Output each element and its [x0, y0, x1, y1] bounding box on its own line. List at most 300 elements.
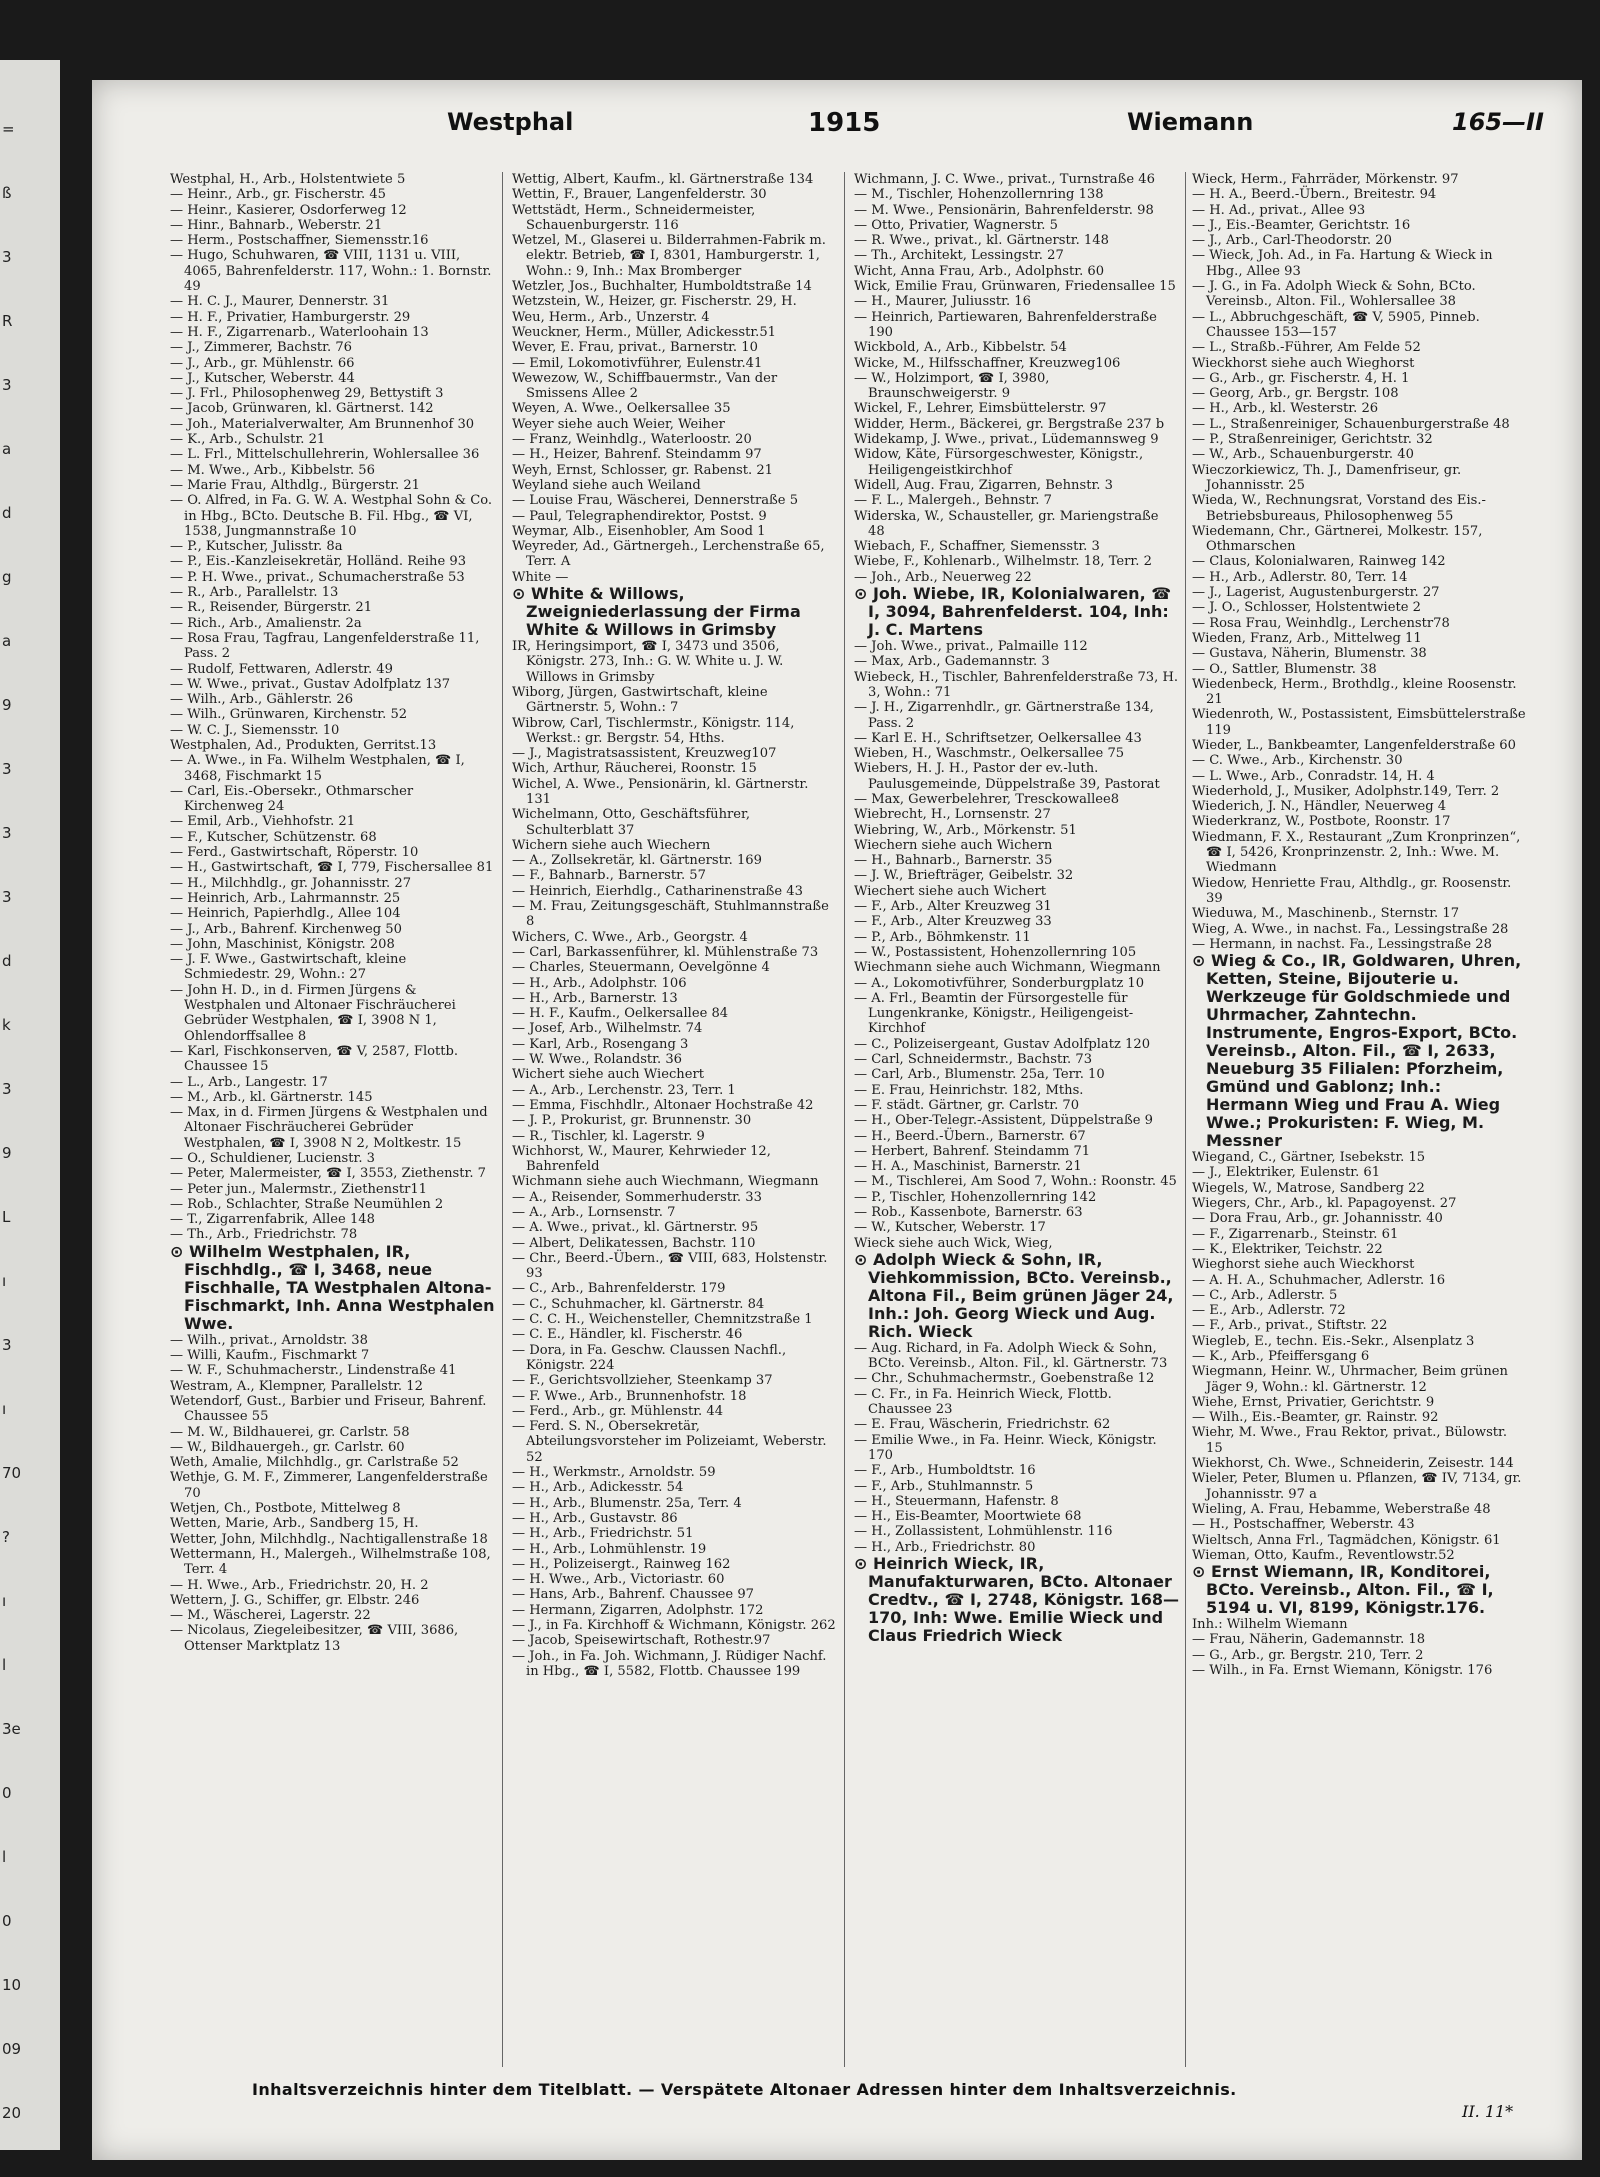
adjacent-page-fragment: ı [2, 1272, 7, 1290]
directory-entry: Weyh, Ernst, Schlosser, gr. Rabenst. 21 [512, 462, 774, 478]
column-divider [1185, 172, 1186, 2067]
directory-entry: — Wilh., in Fa. Ernst Wiemann, Königstr. 176 [1192, 1663, 1493, 1679]
directory-entry: — M., Tischler, Hohenzollernring 138 [854, 187, 1104, 203]
directory-entry: Wichert siehe auch Wiechert [512, 1067, 704, 1083]
directory-entry: — W. C. J., Siemensstr. 10 [170, 722, 340, 738]
directory-entry: — Nicolaus, Ziegeleibesitzer, ☎ VIII, 3686, Ottenser Marktplatz 13 [170, 1623, 459, 1654]
directory-entry: — H. C. J., Maurer, Dennerstr. 31 [170, 294, 390, 310]
directory-entry: — Charles, Steuermann, Oevelgönne 4 [512, 960, 770, 976]
directory-entry: — C., Arb., Adlerstr. 5 [1192, 1287, 1338, 1303]
directory-entry: — F. L., Malergeh., Behnstr. 7 [854, 493, 1052, 509]
directory-entry: — H., Postschaffner, Weberstr. 43 [1192, 1517, 1415, 1533]
directory-entry: ⊙ Wieg & Co., IR, Goldwaren, Uhren, Ketten, Steine, Bijouterie u. Werkzeuge für Goldschmiede und Uhrmacher, Zahntechn. Instrumente, Engros-Export, BCto. Vereinsb., Alton. Fil., ☎ I, 2633, Neueburg 35 Filialen: Pforzheim, Gmünd und Gablonz; Inh.: Hermann Wieg und Frau A. Wieg Wwe.; Prokuristen: F. Wieg, M. Messner [1192, 951, 1522, 1151]
directory-entry: White — [512, 569, 569, 585]
directory-entry: — Th., Architekt, Lessingstr. 27 [854, 248, 1064, 264]
directory-entry: — L., Straßenreiniger, Schauenburgerstraße 48 [1192, 416, 1510, 432]
directory-entry: Wewezow, W., Schiffbauermstr., Van der Smissens Allee 2 [512, 370, 778, 402]
directory-entry: Wetten, Marie, Arb., Sandberg 15, H. [170, 1516, 419, 1532]
directory-entry: Wibrow, Carl, Tischlermstr., Königstr. 114, Werkst.: gr. Bergstr. 54, Hths. [512, 715, 795, 746]
page-number: 165—II [1452, 108, 1544, 136]
adjacent-page-fragment: 70 [2, 1464, 22, 1482]
directory-entry: Wiegels, W., Matrose, Sandberg 22 [1192, 1180, 1425, 1196]
directory-entry: — H. F., Kaufm., Oelkersallee 84 [512, 1006, 729, 1022]
directory-entry: — H., Steuermann, Hafenstr. 8 [854, 1493, 1059, 1509]
directory-entry: Wiedow, Henriette Frau, Althdlg., gr. Roosenstr. 39 [1192, 875, 1512, 906]
directory-entry: — K., Arb., Schulstr. 21 [170, 432, 326, 448]
directory-entry: Wetzel, M., Glaserei u. Bilderrahmen-Fabrik m. elektr. Betrieb, ☎ I, 8301, Hamburgerstr. 1, Wohn.: 9, Inh.: Max Bromberger [512, 233, 826, 279]
directory-entry: — Ferd., Gastwirtschaft, Röperstr. 10 [170, 845, 419, 861]
directory-entry: Wieben, H., Waschmstr., Oelkersallee 75 [854, 746, 1125, 762]
adjacent-page-fragment: R [2, 312, 13, 330]
directory-entry: — A. H. A., Schuhmacher, Adlerstr. 16 [1192, 1272, 1446, 1288]
directory-entry: — P., Straßenreiniger, Gerichtstr. 32 [1192, 432, 1433, 448]
footer-notice: Inhaltsverzeichnis hinter dem Titelblatt. — Verspätete Altonaer Adressen hinter dem Inhaltsverzeichnis. [252, 2080, 1237, 2099]
directory-entry: — F., Arb., Stuhlmannstr. 5 [854, 1478, 1034, 1494]
directory-entry: Wiechern siehe auch Wichern [854, 837, 1053, 853]
directory-entry: — Dora, in Fa. Geschw. Claussen Nachfl., Königstr. 224 [512, 1342, 787, 1373]
directory-entry: — J. H., Zigarrenhdlr., gr. Gärtnerstraße 134, Pass. 2 [854, 700, 1154, 731]
directory-entry: — Hinr., Bahnarb., Weberstr. 21 [170, 217, 383, 233]
directory-entry: Wieck, Herm., Fahrräder, Mörkenstr. 97 [1192, 172, 1459, 187]
directory-entry: Wiederkranz, W., Postbote, Roonstr. 17 [1192, 814, 1451, 830]
directory-entry: Wick, Emilie Frau, Grünwaren, Friedensallee 15 [854, 279, 1176, 295]
directory-entry: — J. O., Schlosser, Holstentwiete 2 [1192, 600, 1421, 616]
adjacent-page-fragment: L [2, 1208, 11, 1226]
directory-entry: — H., Ober-Telegr.-Assistent, Düppelstraße 9 [854, 1113, 1153, 1129]
directory-entry: Wetzstein, W., Heizer, gr. Fischerstr. 29, H. [512, 294, 797, 310]
directory-entry: Wiechert siehe auch Wichert [854, 883, 1046, 899]
directory-entry: — Emil, Arb., Viehhofstr. 21 [170, 814, 356, 830]
adjacent-page-fragment: d [2, 952, 12, 970]
directory-entry: — Georg, Arb., gr. Bergstr. 108 [1192, 386, 1399, 402]
directory-entry: — H., Arb., Lohmühlenstr. 19 [512, 1541, 707, 1557]
directory-entry: — H., Arb., Friedrichstr. 80 [854, 1539, 1036, 1555]
directory-entry: — John, Maschinist, Königstr. 208 [170, 936, 395, 952]
page-signature: II. 11* [1462, 2102, 1514, 2121]
directory-entry: Weyer siehe auch Weier, Weiher [512, 416, 725, 432]
directory-entry: — C., Schuhmacher, kl. Gärtnerstr. 84 [512, 1296, 765, 1312]
directory-entry: — F., Kutscher, Schützenstr. 68 [170, 829, 377, 845]
directory-entry: — M., Wäscherei, Lagerstr. 22 [170, 1608, 371, 1624]
directory-entry: — H., Werkmstr., Arnoldstr. 59 [512, 1465, 716, 1481]
directory-entry: Wiederich, J. N., Händler, Neuerweg 4 [1192, 799, 1447, 815]
directory-entry: — K., Arb., Pfeiffersgang 6 [1192, 1349, 1370, 1364]
directory-entry: Westram, A., Klempner, Parallelstr. 12 [170, 1378, 423, 1394]
directory-entry: Wetzler, Jos., Buchhalter, Humboldtstraße 14 [512, 279, 812, 295]
column-divider [502, 172, 503, 2067]
directory-entry: — Peter jun., Malermstr., Ziethenstr11 [170, 1181, 427, 1197]
directory-entry: — Heinrich, Partiewaren, Bahrenfelderstraße 190 [854, 309, 1157, 340]
directory-entry: — H., Heizer, Bahrenf. Steindamm 97 [512, 447, 762, 463]
directory-entry: Widow, Käte, Fürsorgeschwester, Königstr., Heiligengeistkirchhof [854, 447, 1144, 478]
directory-entry: — H., Arb., Adolphstr. 106 [512, 975, 687, 991]
directory-entry: — O. Alfred, in Fa. G. W. A. Westphal Sohn & Co. in Hbg., BCto. Deutsche B. Fil. Hbg., ☎ VI, 1538, Jungmannstraße 10 [170, 493, 493, 539]
directory-entry: Wieda, W., Rechnungsrat, Vorstand des Eis.-Betriebsbureaus, Philosophenweg 55 [1192, 493, 1486, 524]
directory-entry: — C. C. H., Weichensteller, Chemnitzstraße 1 [512, 1312, 813, 1328]
directory-entry: — Wieck, Joh. Ad., in Fa. Hartung & Wieck in Hbg., Allee 93 [1192, 248, 1493, 279]
directory-entry: Wiegleb, E., techn. Eis.-Sekr., Alsenplatz 3 [1192, 1333, 1475, 1349]
directory-entry: — Rosa Frau, Weinhdlg., Lerchenstr78 [1192, 615, 1450, 631]
adjacent-page-fragment: 20 [2, 2104, 22, 2122]
directory-entry: — C., Polizeisergeant, Gustav Adolfplatz 120 [854, 1036, 1151, 1052]
directory-entry: — J., Magistratsassistent, Kreuzweg107 [512, 746, 777, 762]
adjacent-page-fragment: 3 [2, 888, 12, 906]
directory-entry: — Carl, Schneidermstr., Bachstr. 73 [854, 1052, 1093, 1068]
directory-entry: Wettstädt, Herm., Schneidermeister, Schauenburgerstr. 116 [512, 202, 756, 233]
directory-entry: Wiehr, M. Wwe., Frau Rektor, privat., Bülowstr. 15 [1192, 1425, 1508, 1456]
directory-entry: — Louise Frau, Wäscherei, Dennerstraße 5 [512, 493, 799, 509]
directory-entry: — Joh., Arb., Neuerweg 22 [854, 569, 1032, 585]
directory-entry: — Carl, Arb., Blumenstr. 25a, Terr. 10 [854, 1067, 1105, 1083]
directory-entry: — Joh. Wwe., privat., Palmaille 112 [854, 639, 1088, 655]
directory-entry: — W. Wwe., Rolandstr. 36 [512, 1052, 682, 1068]
directory-entry: — Rosa Frau, Tagfrau, Langenfelderstraße 11, Pass. 2 [170, 630, 480, 662]
directory-entry: — H., Milchhdlg., gr. Johannisstr. 27 [170, 875, 412, 891]
adjacent-page-fragment: 3 [2, 376, 12, 394]
directory-entry: Wiederhold, J., Musiker, Adolphstr.149, Terr. 2 [1192, 783, 1500, 799]
directory-entry: — F., Arb., Alter Kreuzweg 31 [854, 899, 1052, 915]
directory-entry: Wiegers, Chr., Arb., kl. Papagoyenst. 27 [1192, 1196, 1457, 1212]
directory-entry: — Rob., Kassenbote, Barnerstr. 63 [854, 1205, 1083, 1220]
directory-entry: — C. E., Händler, kl. Fischerstr. 46 [512, 1327, 743, 1343]
directory-entry: — M. Wwe., Pensionärin, Bahrenfelderstr. 98 [854, 202, 1154, 218]
directory-entry: — H., Arb., Gustavstr. 86 [512, 1510, 678, 1526]
adjacent-page-fragment: 10 [2, 1976, 22, 1994]
directory-entry: — J. F. Wwe., Gastwirtschaft, kleine Schmiedestr. 29, Wohn.: 27 [170, 952, 407, 983]
directory-entry: — H., Eis-Beamter, Moortwiete 68 [854, 1509, 1082, 1525]
directory-entry: Wettin, F., Brauer, Langenfelderstr. 30 [512, 187, 767, 203]
directory-entry: — M., Arb., kl. Gärtnerstr. 145 [170, 1089, 373, 1105]
directory-entry: Inh.: Wilhelm Wiemann [1192, 1617, 1348, 1633]
directory-entry: ⊙ Heinrich Wieck, IR, Manufakturwaren, BCto. Altonaer Credtv., ☎ I, 2748, Königstr. 168—170, Inh: Wwe. Emilie Wieck und Claus Friedrich Wieck [854, 1554, 1179, 1646]
directory-entry: — Herbert, Bahrenf. Steindamm 71 [854, 1143, 1091, 1159]
directory-entry: — Aug. Richard, in Fa. Adolph Wieck & Sohn, BCto. Vereinsb., Alton. Fil., kl. Gärtnerstr. 73 [854, 1340, 1168, 1372]
directory-entry: Wichmann siehe auch Wiechmann, Wiegmann [512, 1174, 819, 1190]
directory-entry: — A., Arb., Lornsenstr. 7 [512, 1205, 676, 1220]
directory-entry: Wettern, J. G., Schiffer, gr. Elbstr. 246 [170, 1592, 420, 1608]
directory-entry: — Karl, Arb., Rosengang 3 [512, 1036, 689, 1052]
directory-entry: Wieder, L., Bankbeamter, Langenfelderstraße 60 [1192, 737, 1516, 753]
directory-entry: — Rich., Arb., Amalienstr. 2a [170, 615, 362, 631]
directory-entry: — L., Abbruchgeschäft, ☎ V, 5905, Pinneb. Chaussee 153—157 [1192, 309, 1480, 340]
directory-entry: — F., Gerichtsvollzieher, Steenkamp 37 [512, 1373, 773, 1389]
directory-entry: Wethje, G. M. F., Zimmerer, Langenfelderstraße 70 [170, 1470, 488, 1501]
directory-entry: — L., Arb., Langestr. 17 [170, 1074, 328, 1090]
directory-entry: Wiebrecht, H., Lornsenstr. 27 [854, 807, 1051, 823]
directory-entry: — Ferd., Arb., gr. Mühlenstr. 44 [512, 1403, 724, 1419]
directory-entry: Wieler, Peter, Blumen u. Pflanzen, ☎ IV, 7134, gr. Johannisstr. 97 a [1192, 1471, 1522, 1502]
directory-entry: Wiebring, W., Arb., Mörkenstr. 51 [854, 822, 1077, 838]
directory-entry: — Dora Frau, Arb., gr. Johannisstr. 40 [1192, 1211, 1443, 1227]
directory-entry: — C., Arb., Bahrenfelderstr. 179 [512, 1281, 726, 1297]
directory-entry: Wetjen, Ch., Postbote, Mittelweg 8 [170, 1501, 401, 1517]
directory-entry: Wichhorst, W., Maurer, Kehrwieder 12, Bahrenfeld [512, 1143, 771, 1175]
directory-entry: Wieck siehe auch Wick, Wieg, [854, 1235, 1053, 1251]
adjacent-page-fragment: a [2, 632, 12, 650]
directory-entry: — Joh., in Fa. Joh. Wichmann, J. Rüdiger Nachf. in Hbg., ☎ I, 5582, Flottb. Chaussee 199 [512, 1648, 827, 1679]
directory-entry: — Chr., Schuhmachermstr., Goebenstraße 12 [854, 1371, 1155, 1387]
directory-entry: — Max, Arb., Gademannstr. 3 [854, 654, 1050, 670]
directory-entry: — Emma, Fischhdlr., Altonaer Hochstraße 42 [512, 1097, 814, 1113]
directory-entry: — F., Arb., privat., Stiftstr. 22 [1192, 1318, 1388, 1334]
directory-entry: — H. Wwe., Arb., Friedrichstr. 20, H. 2 [170, 1577, 429, 1593]
directory-entry: ⊙ Ernst Wiemann, IR, Konditorei, BCto. Vereinsb., Alton. Fil., ☎ I, 5194 u. VI, 8199, Königstr.176. [1192, 1562, 1494, 1618]
directory-entry: Wiedenroth, W., Postassistent, Eimsbüttelerstraße 119 [1192, 707, 1526, 738]
directory-entry: — H. Ad., privat., Allee 93 [1192, 202, 1366, 218]
directory-entry: — Heinrich, Eierhdlg., Catharinenstraße 43 [512, 883, 803, 899]
directory-page [92, 80, 1582, 2160]
directory-entry: — Herm., Postschaffner, Siemensstr.16 [170, 233, 429, 249]
directory-entry: — Paul, Telegraphendirektor, Postst. 9 [512, 508, 767, 524]
directory-entry: ⊙ Wilhelm Westphalen, IR, Fischhdlg., ☎ I, 3468, neue Fischhalle, TA Westphalen Altona-Fischmarkt, Inh. Anna Westphalen Wwe. [170, 1241, 495, 1333]
adjacent-page-fragment: k [2, 1016, 11, 1034]
directory-entry: Weu, Herm., Arb., Unzerstr. 4 [512, 309, 710, 325]
directory-entry: Weyland siehe auch Weiland [512, 477, 701, 493]
directory-entry: — H., Arb., Blumenstr. 25a, Terr. 4 [512, 1495, 742, 1511]
column-4 [1192, 172, 1527, 2067]
directory-entry: — Carl, Barkassenführer, kl. Mühlenstraße 73 [512, 944, 819, 960]
directory-entry: — H., Bahnarb., Barnerstr. 35 [854, 853, 1053, 869]
directory-entry: — Max, Gewerbelehrer, Tresckowallee8 [854, 791, 1120, 807]
directory-entry: Weyen, A. Wwe., Oelkersallee 35 [512, 401, 731, 417]
directory-entry: — A. Wwe., in Fa. Wilhelm Westphalen, ☎ I, 3468, Fischmarkt 15 [170, 753, 465, 784]
directory-entry: — W., Arb., Schauenburgerstr. 40 [1192, 447, 1414, 463]
directory-entry: — H., Arb., Friedrichstr. 51 [512, 1526, 694, 1542]
directory-entry: — J., Arb., Bahrenf. Kirchenweg 50 [170, 921, 402, 937]
directory-entry: — Jacob, Speisewirtschaft, Rothestr.97 [512, 1633, 771, 1649]
directory-entry: Wieduwa, M., Maschinenb., Sternstr. 17 [1192, 906, 1460, 922]
directory-entry: — Heinr., Arb., gr. Fischerstr. 45 [170, 187, 387, 203]
directory-entry: Widekamp, J. Wwe., privat., Lüdemannsweg 9 [854, 432, 1159, 448]
directory-entry: — F. städt. Gärtner, gr. Carlstr. 70 [854, 1097, 1080, 1113]
directory-entry: — J. Frl., Philosophenweg 29, Bettystift 3 [170, 386, 444, 402]
header-left-keyword: Westphal [447, 108, 574, 136]
directory-entry: — J. P., Prokurist, gr. Brunnenstr. 30 [512, 1113, 752, 1129]
directory-entry: — Hugo, Schuhwaren, ☎ VIII, 1131 u. VIII, 4065, Bahrenfelderstr. 117, Wohn.: 1. Bornstr. 49 [170, 248, 492, 295]
directory-entry: — J. W., Briefträger, Geibelstr. 32 [854, 868, 1074, 884]
directory-entry: — W., Kutscher, Weberstr. 17 [854, 1220, 1046, 1236]
adjacent-page-fragment: 3 [2, 248, 12, 266]
directory-entry: Wieckhorst siehe auch Wieghorst [1192, 355, 1415, 371]
directory-entry: Wicht, Anna Frau, Arb., Adolphstr. 60 [854, 263, 1105, 279]
directory-entry: — J., Kutscher, Weberstr. 44 [170, 370, 355, 386]
directory-entry: — H. A., Beerd.-Übern., Breitestr. 94 [1192, 187, 1437, 203]
directory-entry: — Max, in d. Firmen Jürgens & Westphalen und Altonaer Fischräucherei Gebrüder Westphalen, ☎ I, 3908 N 2, Moltkestr. 15 [170, 1105, 488, 1151]
directory-entry: Wiedenbeck, Herm., Brothdlg., kleine Roosenstr. 21 [1192, 676, 1517, 708]
directory-entry: — Karl, Fischkonserven, ☎ V, 2587, Flottb. Chaussee 15 [170, 1043, 459, 1075]
directory-entry: — M. Wwe., Arb., Kibbelstr. 56 [170, 462, 375, 478]
directory-entry: Westphal, H., Arb., Holstentwiete 5 [170, 172, 406, 187]
directory-entry: — A., Arb., Lerchenstr. 23, Terr. 1 [512, 1082, 736, 1098]
directory-entry: — F., Bahnarb., Barnerstr. 57 [512, 868, 706, 884]
directory-entry: — J., Elektriker, Eulenstr. 61 [1192, 1165, 1381, 1181]
directory-entry: — Karl E. H., Schriftsetzer, Oelkersallee 43 [854, 730, 1142, 746]
directory-entry: — Heinr., Kasierer, Osdorferweg 12 [170, 202, 407, 218]
directory-entry: — G., Arb., gr. Bergstr. 210, Terr. 2 [1192, 1647, 1424, 1663]
directory-entry: — Hans, Arb., Bahrenf. Chaussee 97 [512, 1587, 754, 1603]
directory-entry: — Wilh., privat., Arnoldstr. 38 [170, 1332, 368, 1348]
column-1 [170, 172, 495, 2067]
directory-entry: Wetendorf, Gust., Barbier und Friseur, Bahrenf. Chaussee 55 [170, 1393, 487, 1425]
directory-entry: — Gustava, Näherin, Blumenstr. 38 [1192, 646, 1427, 662]
adjacent-page-fragment: ı [2, 1400, 7, 1418]
directory-entry: — R., Reisender, Bürgerstr. 21 [170, 600, 373, 616]
adjacent-page-fragment: = [2, 120, 15, 138]
directory-entry: — W., Holzimport, ☎ I, 3980, Braunschweigerstr. 9 [854, 370, 1050, 402]
directory-entry: Wiebeck, H., Tischler, Bahrenfelderstraße 73, H. 3, Wohn.: 71 [854, 669, 1179, 700]
directory-entry: — J., in Fa. Kirchhoff & Wichmann, Königstr. 262 [512, 1618, 836, 1634]
directory-entry: — T., Zigarrenfabrik, Allee 148 [170, 1212, 375, 1228]
directory-entry: — Josef, Arb., Wilhelmstr. 74 [512, 1021, 703, 1037]
directory-entry: — R., Arb., Parallelstr. 13 [170, 585, 339, 601]
directory-entry: — M. W., Bildhauerei, gr. Carlstr. 58 [170, 1424, 410, 1440]
directory-entry: — Wilh., Grünwaren, Kirchenstr. 52 [170, 707, 408, 723]
adjacent-page-fragment: l [2, 1656, 7, 1674]
directory-entry: — O., Sattler, Blumenstr. 38 [1192, 661, 1377, 677]
directory-entry: — H., Arb., Barnerstr. 13 [512, 990, 678, 1006]
directory-entry: ⊙ Adolph Wieck & Sohn, IR, Viehkommission, BCto. Vereinsb., Altona Fil., Beim grünen Jäger 24, Inh.: Joh. Georg Wieck und Aug. Rich. Wieck [854, 1249, 1174, 1341]
directory-entry: Widder, Herm., Bäckerei, gr. Bergstraße 237 b [854, 416, 1165, 432]
directory-entry: Wetter, John, Milchhdlg., Nachtigallenstraße 18 [170, 1531, 488, 1547]
directory-entry: Weuckner, Herm., Müller, Adickesstr.51 [512, 324, 776, 340]
directory-entry: — L., Straßb.-Führer, Am Felde 52 [1192, 340, 1421, 356]
adjacent-page-fragment: 3 [2, 824, 12, 842]
directory-entry: — Marie Frau, Althdlg., Bürgerstr. 21 [170, 477, 421, 493]
directory-entry: — H. F., Zigarrenarb., Waterloohain 13 [170, 324, 429, 340]
directory-entry: Wiborg, Jürgen, Gastwirtschaft, kleine Gärtnerstr. 5, Wohn.: 7 [512, 684, 768, 716]
adjacent-page-fragment: ı [2, 1592, 7, 1610]
directory-entry: — E., Arb., Adlerstr. 72 [1192, 1303, 1346, 1319]
column-divider [844, 172, 845, 2067]
directory-entry: — H. Wwe., Arb., Victoriastr. 60 [512, 1572, 725, 1588]
directory-entry: — W. Wwe., privat., Gustav Adolfplatz 137 [170, 676, 451, 692]
directory-entry: — J. G., in Fa. Adolph Wieck & Sohn, BCto. Vereinsb., Alton. Fil., Wohlersallee 38 [1192, 279, 1476, 310]
directory-entry: — P. H. Wwe., privat., Schumacherstraße 53 [170, 569, 465, 585]
directory-entry: — H., Polizeisergt., Rainweg 162 [512, 1556, 731, 1572]
directory-entry: — Franz, Weinhdlg., Waterloostr. 20 [512, 432, 752, 448]
adjacent-page-fragment: 09 [2, 2040, 22, 2058]
directory-entry: — H., Arb., kl. Westerstr. 26 [1192, 401, 1379, 417]
directory-entry: — A., Lokomotivführer, Sonderburgplatz 10 [854, 975, 1145, 991]
adjacent-page-fragment: d [2, 504, 12, 522]
directory-entry: — Emil, Lokomotivführer, Eulenstr.41 [512, 355, 763, 371]
directory-entry: — R. Wwe., privat., kl. Gärtnerstr. 148 [854, 233, 1109, 249]
directory-entry: — E. Frau, Wäscherin, Friedrichstr. 62 [854, 1417, 1111, 1433]
adjacent-page-fragment: ? [2, 1528, 10, 1546]
directory-entry: — Rudolf, Fettwaren, Adlerstr. 49 [170, 661, 393, 677]
directory-entry: — Rob., Schlachter, Straße Neumühlen 2 [170, 1196, 444, 1212]
directory-entry: — C. Fr., in Fa. Heinrich Wieck, Flottb. Chaussee 23 [854, 1386, 1112, 1418]
directory-entry: — F., Arb., Alter Kreuzweg 33 [854, 914, 1052, 930]
directory-entry: Wieg, A. Wwe., in nachst. Fa., Lessingstraße 28 [1192, 921, 1509, 937]
adjacent-page-fragment: 3 [2, 1080, 12, 1098]
adjacent-page-fragment: 0 [2, 1912, 12, 1930]
directory-entry: — Willi, Kaufm., Fischmarkt 7 [170, 1348, 370, 1364]
directory-entry: — P., Eis.-Kanzleisekretär, Holländ. Reihe 93 [170, 554, 467, 570]
directory-entry: Wever, E. Frau, privat., Barnerstr. 10 [512, 340, 758, 356]
directory-entry: Wiegmann, Heinr. W., Uhrmacher, Beim grünen Jäger 9, Wohn.: kl. Gärtnerstr. 12 [1192, 1364, 1508, 1395]
directory-entry: — J., Arb., gr. Mühlenstr. 66 [170, 355, 355, 371]
directory-entry: Wichmann, J. C. Wwe., privat., Turnstraße 46 [854, 172, 1155, 187]
directory-entry: — L. Frl., Mittelschullehrerin, Wohlersallee 36 [170, 447, 480, 463]
directory-entry: IR, Heringsimport, ☎ I, 3473 und 3506, Königstr. 273, Inh.: G. W. White u. J. W. Willows in Grimsby [512, 639, 784, 685]
adjacent-page-fragment: 9 [2, 696, 12, 714]
directory-entry: — W., Bildhauergeh., gr. Carlstr. 60 [170, 1439, 405, 1455]
directory-entry: Wiebach, F., Schaffner, Siemensstr. 3 [854, 539, 1100, 555]
directory-entry: Wieman, Otto, Kaufm., Reventlowstr.52 [1192, 1547, 1455, 1563]
directory-entry: — Heinrich, Papierhdlg., Allee 104 [170, 906, 401, 922]
directory-entry: Wichers, C. Wwe., Arb., Georgstr. 4 [512, 929, 748, 945]
directory-entry: Wieghorst siehe auch Wieckhorst [1192, 1257, 1415, 1273]
directory-entry: — Claus, Kolonialwaren, Rainweg 142 [1192, 554, 1446, 570]
directory-entry: — Carl, Eis.-Obersekr., Othmarscher Kirchenweg 24 [170, 783, 414, 815]
directory-entry: — A., Reisender, Sommerhuderstr. 33 [512, 1189, 762, 1205]
adjacent-page-fragment: 3 [2, 1336, 12, 1354]
directory-entry: — Joh., Materialverwalter, Am Brunnenhof 30 [170, 416, 475, 432]
directory-entry: — P., Arb., Böhmkenstr. 11 [854, 929, 1031, 945]
directory-entry: — W. F., Schuhmacherstr., Lindenstraße 41 [170, 1363, 457, 1379]
adjacent-page-fragment: 0 [2, 1784, 12, 1802]
adjacent-page-fragment: 3 [2, 760, 12, 778]
directory-entry: — Th., Arb., Friedrichstr. 78 [170, 1227, 358, 1243]
directory-entry: — O., Schuldiener, Lucienstr. 3 [170, 1151, 375, 1166]
directory-entry: — Otto, Privatier, Wagnerstr. 5 [854, 217, 1058, 233]
directory-entry: — H., Arb., Adickesstr. 54 [512, 1480, 684, 1496]
directory-entry: — Hermann, in nachst. Fa., Lessingstraße 28 [1192, 936, 1492, 952]
directory-entry: — Chr., Beerd.-Übern., ☎ VIII, 683, Holstenstr. 93 [512, 1250, 828, 1282]
directory-entry: — Emilie Wwe., in Fa. Heinr. Wieck, Königstr. 170 [854, 1432, 1157, 1463]
directory-entry: — W., Postassistent, Hohenzollernring 105 [854, 944, 1137, 960]
directory-entry: — Peter, Malermeister, ☎ I, 3553, Ziethenstr. 7 [170, 1166, 486, 1182]
directory-entry: Weth, Amalie, Milchhdlg., gr. Carlstraße 52 [170, 1455, 459, 1471]
directory-entry: Wickbold, A., Arb., Kibbelstr. 54 [854, 340, 1067, 356]
adjacent-page-fragment: ß [2, 184, 12, 202]
directory-entry: Wettig, Albert, Kaufm., kl. Gärtnerstraße 134 [512, 172, 814, 187]
directory-entry: — Heinrich, Arb., Lahrmannstr. 25 [170, 890, 401, 906]
directory-entry: Wiedmann, F. X., Restaurant „Zum Kronprinzen“, ☎ I, 5426, Kronprinzenstr. 2, Inh.: Wwe. M. Wiedmann [1192, 829, 1521, 876]
directory-entry: — F., Arb., Humboldtstr. 16 [854, 1463, 1036, 1479]
directory-entry: — L. Wwe., Arb., Conradstr. 14, H. 4 [1192, 768, 1435, 784]
directory-entry: Wieden, Franz, Arb., Mittelweg 11 [1192, 630, 1422, 646]
directory-entry: Widerska, W., Schausteller, gr. Mariengstraße 48 [854, 508, 1159, 539]
directory-entry: — K., Elektriker, Teichstr. 22 [1192, 1241, 1383, 1257]
adjacent-page-edge [0, 60, 60, 2150]
directory-entry: — Frau, Näherin, Gademannstr. 18 [1192, 1632, 1426, 1648]
directory-entry: — A. Wwe., privat., kl. Gärtnerstr. 95 [512, 1220, 759, 1236]
directory-entry: — Wilh., Arb., Gählerstr. 26 [170, 692, 354, 708]
directory-entry: — P., Kutscher, Julisstr. 8a [170, 539, 343, 555]
directory-entry: Westphalen, Ad., Produkten, Gerritst.13 [170, 737, 437, 753]
directory-entry: — H., Maurer, Juliusstr. 16 [854, 294, 1031, 310]
directory-entry: — M., Tischlerei, Am Sood 7, Wohn.: Roonstr. 45 [854, 1174, 1177, 1190]
directory-entry: — Ferd. S. N., Obersekretär, Abteilungsvorsteher im Polizeiamt, Weberstr. 52 [512, 1419, 827, 1465]
directory-entry: — A., Zollsekretär, kl. Gärtnerstr. 169 [512, 853, 762, 869]
adjacent-page-fragment: a [2, 440, 12, 458]
directory-entry: — M. Frau, Zeitungsgeschäft, Stuhlmannstraße 8 [512, 899, 829, 930]
directory-entry: — H., Arb., Adlerstr. 80, Terr. 14 [1192, 569, 1408, 585]
directory-entry: — J., Lagerist, Augustenburgerstr. 27 [1192, 585, 1440, 601]
directory-entry: ⊙ Joh. Wiebe, IR, Kolonialwaren, ☎ I, 3094, Bahrenfelderst. 104, Inh: J. C. Martens [854, 584, 1172, 640]
directory-entry: Wichern siehe auch Wiechern [512, 837, 711, 853]
directory-entry: Wiedemann, Chr., Gärtnerei, Molkestr. 157, Othmarschen [1192, 523, 1483, 555]
directory-entry: — H. F., Privatier, Hamburgerstr. 29 [170, 309, 411, 325]
directory-entry: Wiebe, F., Kohlenarb., Wilhelmstr. 18, Terr. 2 [854, 554, 1152, 570]
directory-entry: — C. Wwe., Arb., Kirchenstr. 30 [1192, 753, 1403, 769]
directory-entry: Wichelmann, Otto, Geschäftsführer, Schulterblatt 37 [512, 807, 751, 838]
directory-entry: — P., Tischler, Hohenzollernring 142 [854, 1189, 1097, 1205]
directory-entry: Wieczorkiewicz, Th. J., Damenfriseur, gr. Johannisstr. 25 [1192, 462, 1462, 493]
adjacent-page-fragment: 3e [2, 1720, 21, 1738]
